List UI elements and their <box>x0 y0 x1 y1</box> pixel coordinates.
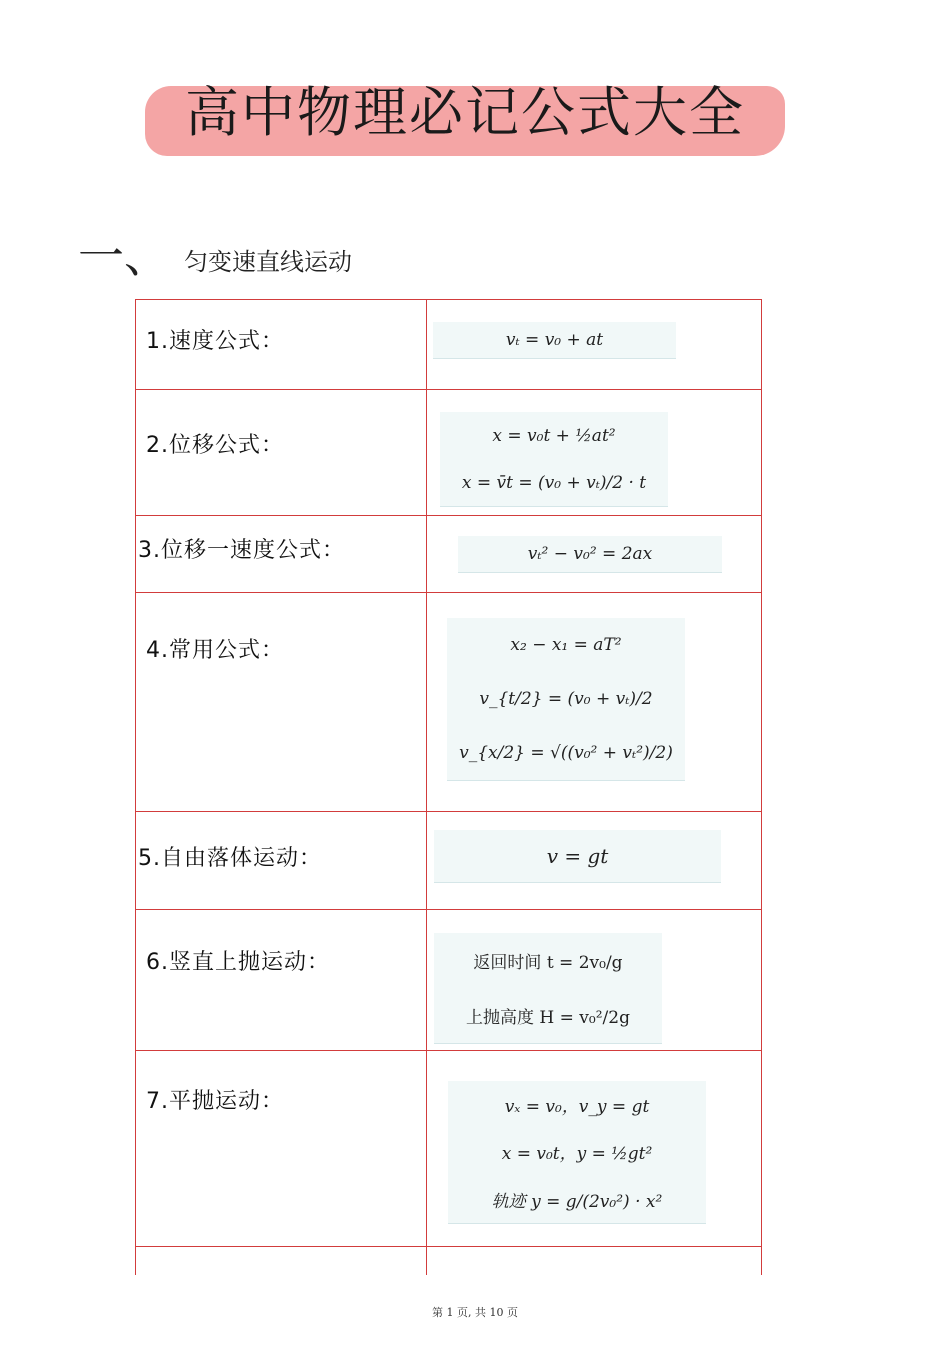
formula-box <box>434 933 662 1044</box>
row-divider <box>136 592 761 593</box>
row-label: 3.位移一速度公式： <box>138 538 345 563</box>
row-divider <box>136 1050 761 1051</box>
formula: x₂ − x₁ = aT² <box>510 635 622 655</box>
section-heading <box>78 229 352 283</box>
formula: 返回时间 t = 2v₀/g <box>473 953 623 973</box>
row-label: 6.竖直上抛运动： <box>146 950 330 975</box>
row-divider <box>136 811 761 812</box>
formula-box <box>448 1081 706 1224</box>
formula: 轨迹 y = g/(2v₀²) · x² <box>491 1191 663 1212</box>
formula-table <box>135 299 762 1275</box>
page-footer: 第 1 页, 共 10 页 <box>432 1306 518 1319</box>
formula: 上抛高度 H = v₀²/2g <box>466 1008 630 1028</box>
formula: x = v₀t + ½at² <box>492 425 616 446</box>
formula: v_{x/2} = √((v₀² + vₜ²)/2) <box>459 743 673 763</box>
formula-box <box>447 618 685 781</box>
row-divider <box>136 909 761 910</box>
formula: x = v₀t，y = ½gt² <box>501 1144 653 1165</box>
row-label: 4.常用公式： <box>146 638 284 663</box>
row-divider <box>136 1246 761 1247</box>
section-number: 一、 <box>78 229 170 283</box>
row-divider <box>136 515 761 516</box>
row-label: 2.位移公式： <box>146 433 284 458</box>
formula-box <box>458 536 722 573</box>
formula-box <box>433 322 676 359</box>
formula-box <box>434 830 721 883</box>
formula: vₜ = v₀ + at <box>505 330 604 350</box>
row-label: 7.平抛运动： <box>146 1089 284 1114</box>
formula: vₓ = v₀，v_y = gt <box>504 1097 650 1118</box>
title-banner <box>145 78 785 156</box>
section-title: 匀变速直线运动 <box>184 247 352 276</box>
row-label: 5.自由落体运动： <box>138 846 322 871</box>
formula: v_{t/2} = (v₀ + vₜ)/2 <box>479 689 653 709</box>
formula: vₜ² − v₀² = 2ax <box>527 544 653 564</box>
row-label: 1.速度公式： <box>146 329 284 354</box>
formula-box <box>440 412 668 507</box>
row-divider <box>136 389 761 390</box>
formula: v = gt <box>546 844 609 868</box>
formula: x = v̄t = (v₀ + vₜ)/2 · t <box>461 472 647 493</box>
column-divider <box>426 300 427 1275</box>
page-title: 高中物理必记公式大全 <box>185 81 745 144</box>
